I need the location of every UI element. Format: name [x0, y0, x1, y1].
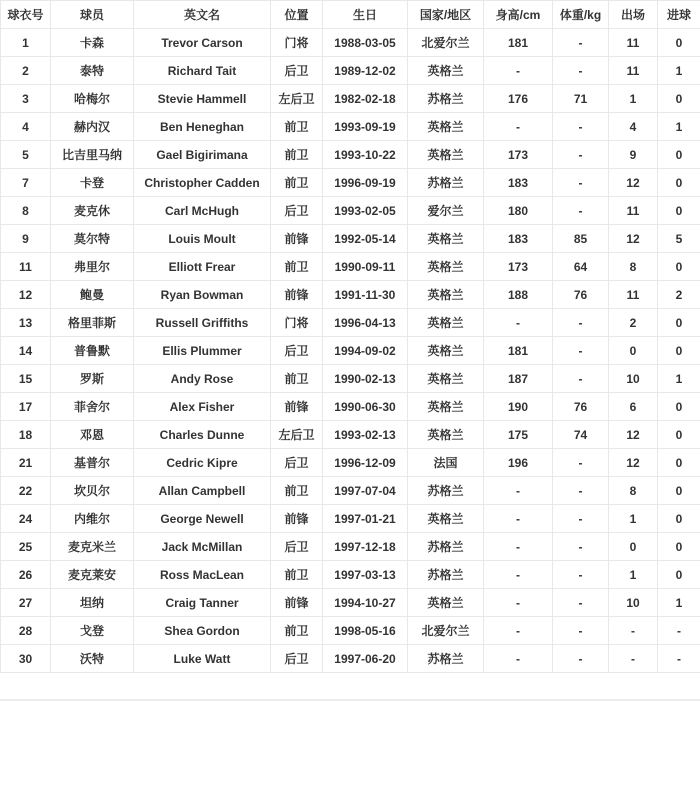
table-cell: 1989-12-02 [323, 57, 408, 85]
table-cell: 22 [1, 477, 51, 505]
table-cell: 菲舍尔 [51, 393, 134, 421]
table-row [1, 505, 700, 533]
table-cell: 英格兰 [408, 113, 484, 141]
table-cell: 英格兰 [408, 225, 484, 253]
table-cell: 0 [658, 141, 700, 169]
table-row [1, 57, 700, 85]
table-cell: 英格兰 [408, 141, 484, 169]
table-cell: - [553, 29, 609, 57]
table-cell: 1 [658, 365, 700, 393]
table-cell: - [553, 617, 609, 645]
table-cell: 18 [1, 421, 51, 449]
table-cell: 76 [553, 281, 609, 309]
table-cell: 弗里尔 [51, 253, 134, 281]
table-cell: 1997-07-04 [323, 477, 408, 505]
table-cell: Alex Fisher [134, 393, 271, 421]
table-cell: - [553, 309, 609, 337]
table-cell: 莫尔特 [51, 225, 134, 253]
table-cell: - [484, 57, 553, 85]
table-cell: 85 [553, 225, 609, 253]
table-cell: 北爱尔兰 [408, 29, 484, 57]
table-cell: 赫内汉 [51, 113, 134, 141]
table-cell: 27 [1, 589, 51, 617]
table-cell: 0 [658, 561, 700, 589]
table-row [1, 253, 700, 281]
table-cell: 1996-12-09 [323, 449, 408, 477]
table-cell: 1990-09-11 [323, 253, 408, 281]
table-cell: Ryan Bowman [134, 281, 271, 309]
table-cell: 175 [484, 421, 553, 449]
table-cell: - [658, 645, 700, 673]
table-cell: 11 [609, 57, 658, 85]
table-cell: 0 [658, 449, 700, 477]
table-cell: 1988-03-05 [323, 29, 408, 57]
table-cell: 后卫 [271, 337, 323, 365]
column-header-10: 进球 [658, 1, 700, 29]
table-cell: 21 [1, 449, 51, 477]
table-cell: 苏格兰 [408, 561, 484, 589]
table-cell: 187 [484, 365, 553, 393]
column-header-8: 体重/kg [553, 1, 609, 29]
table-cell: 28 [1, 617, 51, 645]
table-cell: - [484, 477, 553, 505]
table-row [1, 85, 700, 113]
table-cell: 英格兰 [408, 505, 484, 533]
table-cell: 麦克休 [51, 197, 134, 225]
table-cell: 2 [609, 309, 658, 337]
table-cell: 8 [609, 477, 658, 505]
table-cell: 鲍曼 [51, 281, 134, 309]
table-cell: - [553, 113, 609, 141]
table-cell: 11 [609, 197, 658, 225]
column-header-5: 生日 [323, 1, 408, 29]
table-cell: 11 [609, 29, 658, 57]
table-cell: 英格兰 [408, 253, 484, 281]
table-cell: 1992-05-14 [323, 225, 408, 253]
table-cell: 1990-02-13 [323, 365, 408, 393]
table-cell: 英格兰 [408, 393, 484, 421]
table-cell: 8 [609, 253, 658, 281]
table-cell: 坎贝尔 [51, 477, 134, 505]
table-cell: 1982-02-18 [323, 85, 408, 113]
table-cell: - [553, 477, 609, 505]
column-header-6: 国家/地区 [408, 1, 484, 29]
table-cell: - [553, 645, 609, 673]
table-cell: Christopher Cadden [134, 169, 271, 197]
table-cell: 9 [1, 225, 51, 253]
table-cell: 76 [553, 393, 609, 421]
table-row [1, 533, 700, 561]
table-cell: Carl McHugh [134, 197, 271, 225]
table-cell: 5 [1, 141, 51, 169]
table-cell: - [553, 197, 609, 225]
table-cell: 前卫 [271, 113, 323, 141]
table-cell: 0 [609, 337, 658, 365]
table-cell: 1997-01-21 [323, 505, 408, 533]
table-cell: 10 [609, 365, 658, 393]
table-cell: - [484, 645, 553, 673]
table-cell: 苏格兰 [408, 645, 484, 673]
table-row [1, 197, 700, 225]
table-cell: 11 [609, 281, 658, 309]
table-cell: 英格兰 [408, 365, 484, 393]
table-cell: - [553, 337, 609, 365]
table-cell: - [658, 617, 700, 645]
table-cell: Ross MacLean [134, 561, 271, 589]
table-cell: Elliott Frear [134, 253, 271, 281]
table-cell: - [484, 533, 553, 561]
table-head [1, 1, 700, 29]
table-cell: 2 [1, 57, 51, 85]
table-cell: 苏格兰 [408, 169, 484, 197]
table-row [1, 645, 700, 673]
table-cell: 5 [658, 225, 700, 253]
table-cell: 后卫 [271, 449, 323, 477]
table-cell: 12 [609, 449, 658, 477]
table-cell: 哈梅尔 [51, 85, 134, 113]
table-cell: 1990-06-30 [323, 393, 408, 421]
table-row [1, 141, 700, 169]
table-cell: 苏格兰 [408, 85, 484, 113]
table-row [1, 617, 700, 645]
table-cell: 北爱尔兰 [408, 617, 484, 645]
table-cell: Cedric Kipre [134, 449, 271, 477]
table-cell: 196 [484, 449, 553, 477]
table-cell: 0 [658, 85, 700, 113]
table-cell: 前卫 [271, 141, 323, 169]
table-cell: Ellis Plummer [134, 337, 271, 365]
table-cell: 1 [658, 589, 700, 617]
table-cell: 前锋 [271, 393, 323, 421]
column-header-7: 身高/cm [484, 1, 553, 29]
table-cell: - [553, 561, 609, 589]
column-header-9: 出场 [609, 1, 658, 29]
table-cell: 173 [484, 253, 553, 281]
table-cell: 4 [609, 113, 658, 141]
table-row [1, 589, 700, 617]
table-cell: - [484, 617, 553, 645]
table-cell: 罗斯 [51, 365, 134, 393]
table-cell: 英格兰 [408, 57, 484, 85]
table-cell: Richard Tait [134, 57, 271, 85]
table-row [1, 169, 700, 197]
table-cell: 3 [1, 85, 51, 113]
table-cell: 2 [658, 281, 700, 309]
table-cell: 门将 [271, 29, 323, 57]
table-cell: - [553, 169, 609, 197]
table-cell: 12 [1, 281, 51, 309]
table-cell: 普鲁默 [51, 337, 134, 365]
table-cell: Andy Rose [134, 365, 271, 393]
table-cell: 183 [484, 225, 553, 253]
table-cell: 0 [658, 253, 700, 281]
table-cell: 1997-12-18 [323, 533, 408, 561]
table-cell: George Newell [134, 505, 271, 533]
table-cell: 0 [658, 477, 700, 505]
table-cell: 1994-10-27 [323, 589, 408, 617]
table-cell: 左后卫 [271, 421, 323, 449]
table-cell: 13 [1, 309, 51, 337]
table-cell: - [484, 309, 553, 337]
table-cell: 1997-06-20 [323, 645, 408, 673]
table-cell: 比吉里马纳 [51, 141, 134, 169]
table-cell: - [553, 57, 609, 85]
table-cell: 24 [1, 505, 51, 533]
table-cell: 法国 [408, 449, 484, 477]
table-cell: 英格兰 [408, 309, 484, 337]
table-cell: 180 [484, 197, 553, 225]
table-cell: 后卫 [271, 57, 323, 85]
table-cell: 181 [484, 337, 553, 365]
table-cell: 183 [484, 169, 553, 197]
table-cell: 基普尔 [51, 449, 134, 477]
table-cell: 12 [609, 169, 658, 197]
table-cell: 1991-11-30 [323, 281, 408, 309]
table-cell: 1998-05-16 [323, 617, 408, 645]
table-cell: Stevie Hammell [134, 85, 271, 113]
table-cell: 1997-03-13 [323, 561, 408, 589]
table-cell: 苏格兰 [408, 477, 484, 505]
table-cell: 1996-04-13 [323, 309, 408, 337]
table-cell: 10 [609, 589, 658, 617]
table-cell: 9 [609, 141, 658, 169]
table-cell: 1993-09-19 [323, 113, 408, 141]
table-cell: 25 [1, 533, 51, 561]
table-row [1, 365, 700, 393]
table-row [1, 421, 700, 449]
table-cell: 0 [658, 197, 700, 225]
table-cell: 181 [484, 29, 553, 57]
header-row [1, 1, 700, 29]
table-cell: 0 [658, 169, 700, 197]
table-cell: 173 [484, 141, 553, 169]
table-cell: 1993-02-05 [323, 197, 408, 225]
table-cell: - [553, 589, 609, 617]
table-cell: Louis Moult [134, 225, 271, 253]
column-header-4: 位置 [271, 1, 323, 29]
table-cell: 1 [1, 29, 51, 57]
table-cell: 1 [609, 561, 658, 589]
table-cell: 邓恩 [51, 421, 134, 449]
table-cell: 卡登 [51, 169, 134, 197]
column-header-1: 球衣号 [1, 1, 51, 29]
table-cell: - [484, 113, 553, 141]
table-row [1, 477, 700, 505]
table-cell: 内维尔 [51, 505, 134, 533]
table-cell: 0 [658, 393, 700, 421]
table-cell: - [484, 505, 553, 533]
table-cell: 1996-09-19 [323, 169, 408, 197]
table-cell: Ben Heneghan [134, 113, 271, 141]
table-cell: 64 [553, 253, 609, 281]
table-cell: 英格兰 [408, 281, 484, 309]
table-cell: 12 [609, 225, 658, 253]
table-body [1, 29, 700, 673]
table-cell: 0 [658, 421, 700, 449]
table-row [1, 309, 700, 337]
table-cell: - [553, 365, 609, 393]
table-row [1, 449, 700, 477]
table-row [1, 393, 700, 421]
table-cell: 26 [1, 561, 51, 589]
column-header-2: 球员 [51, 1, 134, 29]
table-cell: 前卫 [271, 617, 323, 645]
table-cell: 0 [658, 337, 700, 365]
table-cell: Luke Watt [134, 645, 271, 673]
table-row [1, 281, 700, 309]
table-cell: 176 [484, 85, 553, 113]
table-cell: 格里菲斯 [51, 309, 134, 337]
table-cell: 17 [1, 393, 51, 421]
table-cell: 左后卫 [271, 85, 323, 113]
table-cell: 后卫 [271, 533, 323, 561]
table-cell: 12 [609, 421, 658, 449]
table-cell: 前卫 [271, 477, 323, 505]
table-cell: 15 [1, 365, 51, 393]
table-cell: 麦克莱安 [51, 561, 134, 589]
table-cell: 后卫 [271, 645, 323, 673]
table-cell: 苏格兰 [408, 533, 484, 561]
table-cell: 麦克米兰 [51, 533, 134, 561]
table-cell: 11 [1, 253, 51, 281]
table-cell: 1994-09-02 [323, 337, 408, 365]
table-cell: 7 [1, 169, 51, 197]
table-cell: 1993-10-22 [323, 141, 408, 169]
table-cell: 英格兰 [408, 421, 484, 449]
table-cell: 1 [609, 85, 658, 113]
table-cell: 戈登 [51, 617, 134, 645]
table-row [1, 225, 700, 253]
table-cell: 1993-02-13 [323, 421, 408, 449]
table-cell: 188 [484, 281, 553, 309]
table-cell: Craig Tanner [134, 589, 271, 617]
column-header-3: 英文名 [134, 1, 271, 29]
table-cell: 0 [609, 533, 658, 561]
table-cell: 30 [1, 645, 51, 673]
table-cell: 前卫 [271, 365, 323, 393]
table-cell: 前卫 [271, 561, 323, 589]
table-cell: 8 [1, 197, 51, 225]
table-cell: 前锋 [271, 505, 323, 533]
table-cell: - [553, 141, 609, 169]
table-cell: - [553, 505, 609, 533]
table-cell: - [484, 589, 553, 617]
table-cell: Jack McMillan [134, 533, 271, 561]
table-cell: 门将 [271, 309, 323, 337]
table-cell: 0 [658, 505, 700, 533]
footer-divider [0, 699, 700, 701]
table-cell: 爱尔兰 [408, 197, 484, 225]
table-cell: 后卫 [271, 197, 323, 225]
table-cell: 1 [658, 57, 700, 85]
table-cell: 前卫 [271, 169, 323, 197]
table-cell: 卡森 [51, 29, 134, 57]
table-cell: Gael Bigirimana [134, 141, 271, 169]
table-cell: 71 [553, 85, 609, 113]
table-cell: Charles Dunne [134, 421, 271, 449]
table-row [1, 113, 700, 141]
table-cell: 坦纳 [51, 589, 134, 617]
table-cell: 前锋 [271, 281, 323, 309]
table-cell: - [609, 645, 658, 673]
table-row [1, 29, 700, 57]
table-cell: Russell Griffiths [134, 309, 271, 337]
table-cell: 14 [1, 337, 51, 365]
table-cell: Trevor Carson [134, 29, 271, 57]
table-cell: 0 [658, 309, 700, 337]
table-cell: Allan Campbell [134, 477, 271, 505]
table-cell: 0 [658, 29, 700, 57]
table-cell: 前锋 [271, 589, 323, 617]
table-cell: 1 [658, 113, 700, 141]
table-cell: 190 [484, 393, 553, 421]
table-cell: 前锋 [271, 225, 323, 253]
table-row [1, 561, 700, 589]
table-cell: - [609, 617, 658, 645]
table-cell: 74 [553, 421, 609, 449]
table-cell: - [553, 533, 609, 561]
table-cell: 英格兰 [408, 337, 484, 365]
table-cell: 1 [609, 505, 658, 533]
table-cell: - [484, 561, 553, 589]
table-row [1, 337, 700, 365]
table-cell: 泰特 [51, 57, 134, 85]
table-cell: Shea Gordon [134, 617, 271, 645]
table-cell: - [553, 449, 609, 477]
table-cell: 4 [1, 113, 51, 141]
table-cell: 前卫 [271, 253, 323, 281]
table-cell: 6 [609, 393, 658, 421]
table-cell: 沃特 [51, 645, 134, 673]
table-cell: 英格兰 [408, 589, 484, 617]
table-cell: 0 [658, 533, 700, 561]
